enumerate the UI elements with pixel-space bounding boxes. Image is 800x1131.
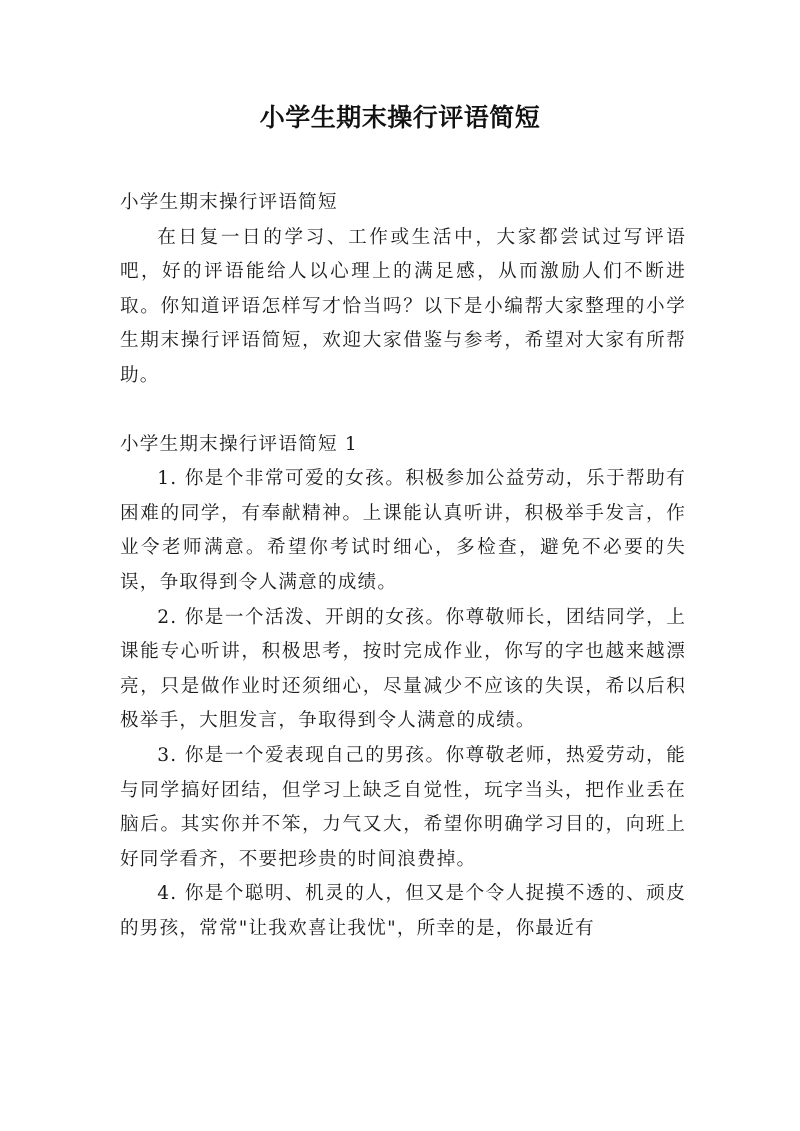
section-heading: 小学生期末操行评语简短 1 (120, 433, 358, 455)
intro-heading: 小学生期末操行评语简短 (120, 192, 338, 213)
document-title: 小学生期末操行评语简短 (259, 103, 541, 132)
comment-item-2: 2. 你是一个活泼、开朗的女孩。你尊敬师长，团结同学，上课能专心听讲，积极思考，按时完成作业，你写的字也越来越漂亮，只是做作业时还须细心，尽量减少不应该的失误，希以后积极举手，大胆发言，争取得到令人满意的成绩。 (120, 606, 686, 732)
paragraph-spacer (120, 394, 686, 428)
document-body (120, 186, 686, 946)
comment-item-4: 4. 你是个聪明、机灵的人，但又是个令人捉摸不透的、顽皮的男孩，常常"让我欢喜让我忧"，所幸的是，你最近有 (120, 883, 686, 939)
comment-item-3: 3. 你是一个爱表现自己的男孩。你尊敬老师，热爱劳动，能与同学搞好团结，但学习上缺乏自觉性，玩字当头，把作业丢在脑后。其实你并不笨，力气又大，希望你明确学习目的，向班上好同学看齐，不要把珍贵的时间浪费掉。 (120, 744, 686, 870)
comment-item-1: 1. 你是个非常可爱的女孩。积极参加公益劳动，乐于帮助有困难的同学，有奉献精神。上课能认真听讲，积极举手发言，作业令老师满意。希望你考试时细心，多检查，避免不必要的失误，争取得到令人满意的成绩。 (120, 468, 686, 593)
intro-paragraph: 在日复一日的学习、工作或生活中，大家都尝试过写评语吧，好的评语能给人以心理上的满足感，从而激励人们不断进取。你知道评语怎样写才恰当吗？以下是小编帮大家整理的小学生期末操行评语简短，欢迎大家借鉴与参考，希望对大家有所帮助。 (120, 226, 686, 386)
